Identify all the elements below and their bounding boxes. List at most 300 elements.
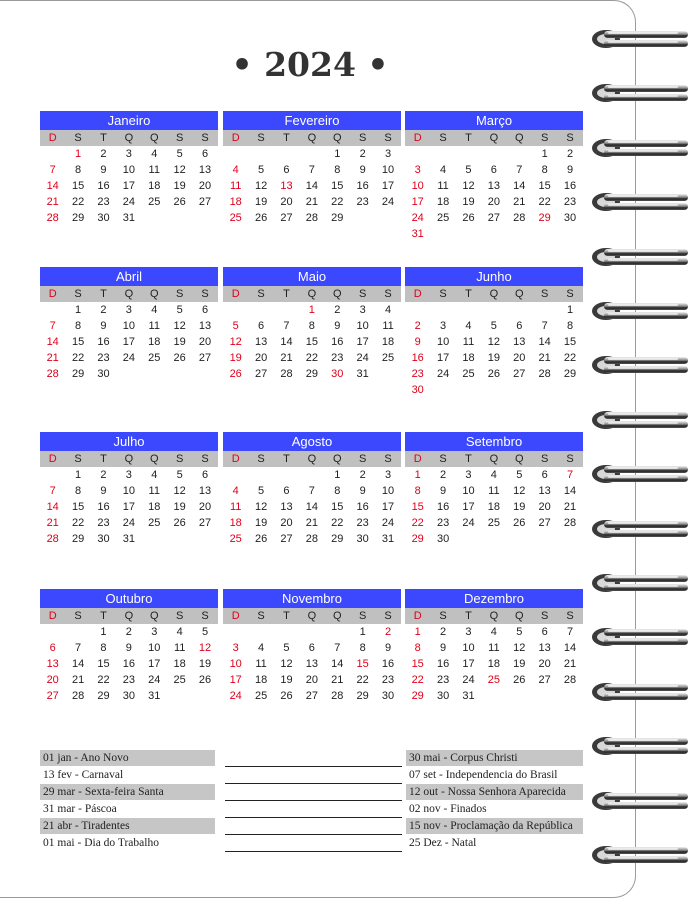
day-cell: 5 — [516, 626, 523, 638]
week-row — [405, 350, 583, 366]
week-row — [405, 178, 583, 194]
week-row — [40, 162, 218, 178]
week-row — [223, 624, 401, 640]
day-cell: 14 — [71, 658, 85, 670]
day-cell: 19 — [462, 196, 475, 208]
day-cell: 8 — [359, 642, 366, 654]
week-row — [223, 531, 401, 547]
holiday-item: 21 abr - Tiradentes — [40, 818, 215, 834]
weekday-label: T — [100, 132, 107, 144]
day-cell: 17 — [462, 501, 475, 513]
weekday-label: S — [257, 453, 265, 465]
day-cell: 1 — [566, 304, 574, 316]
day-cell: 9 — [384, 642, 392, 654]
day-cell: 9 — [100, 164, 107, 176]
day-cell: 20 — [198, 336, 212, 348]
day-cell — [405, 146, 430, 162]
day-cell: 8 — [75, 164, 82, 176]
day-cell: 19 — [280, 674, 293, 686]
day-cell: 16 — [436, 501, 450, 513]
note-line — [225, 784, 402, 801]
day-cell: 30 — [563, 212, 577, 224]
day-cell: 17 — [436, 352, 450, 364]
day-cell: 15 — [411, 658, 424, 670]
day-cell: 8 — [100, 642, 107, 654]
day-cell: 30 — [331, 368, 344, 380]
day-cell: 19 — [513, 501, 526, 513]
day-cell: 12 — [513, 642, 526, 654]
day-cell: 31 — [381, 533, 395, 545]
spiral-ring-icon — [586, 80, 690, 106]
weekday-label: Q — [489, 132, 499, 144]
weekday-label: D — [231, 132, 240, 144]
day-cell: 26 — [462, 212, 475, 224]
day-cell: 15 — [71, 180, 85, 192]
day-cell: 12 — [173, 164, 186, 176]
spiral-ring-icon — [586, 842, 690, 868]
weekday-label: S — [175, 453, 184, 465]
day-cell: 12 — [254, 180, 268, 192]
day-cell — [142, 210, 167, 226]
day-cell: 20 — [198, 180, 212, 192]
weekday-label: S — [257, 132, 265, 144]
day-cell: 19 — [229, 352, 242, 364]
day-cell: 7 — [541, 320, 548, 332]
day-cell: 10 — [381, 164, 395, 176]
day-cell: 20 — [513, 352, 526, 364]
day-cell: 11 — [229, 501, 242, 513]
day-cell: 16 — [563, 180, 577, 192]
day-cell: 9 — [440, 485, 447, 497]
day-cell — [192, 210, 217, 226]
day-cell — [299, 467, 324, 483]
day-cell: 28 — [46, 368, 59, 380]
day-cell: 3 — [151, 626, 158, 638]
day-cell — [223, 624, 248, 640]
day-cell: 6 — [49, 642, 56, 654]
day-cell: 3 — [384, 148, 392, 160]
day-cell — [142, 531, 167, 547]
day-cell: 3 — [440, 320, 447, 332]
week-row — [405, 366, 583, 382]
day-cell — [507, 146, 532, 162]
month-name: Julho — [40, 432, 218, 451]
day-cell: 15 — [538, 180, 551, 192]
week-row — [40, 499, 218, 515]
day-cell: 23 — [436, 517, 450, 529]
day-cell: 12 — [173, 485, 186, 497]
weekday-header-row — [223, 130, 401, 146]
day-cell: 4 — [258, 642, 265, 654]
week-row — [405, 194, 583, 210]
day-cell — [481, 146, 506, 162]
day-cell: 28 — [538, 368, 551, 380]
day-cell: 12 — [254, 501, 268, 513]
day-cell: 9 — [359, 485, 366, 497]
day-cell: 24 — [381, 196, 395, 208]
day-cell: 22 — [305, 352, 318, 364]
week-row — [223, 146, 401, 162]
day-cell: 15 — [71, 501, 85, 513]
weekday-label: S — [201, 453, 209, 465]
weekday-label: S — [566, 453, 574, 465]
day-cell — [532, 226, 557, 242]
weekday-header-row — [405, 608, 583, 624]
day-cell: 14 — [46, 501, 59, 513]
day-cell: 25 — [148, 517, 161, 529]
day-cell: 25 — [381, 352, 395, 364]
day-cell: 3 — [465, 626, 472, 638]
day-cell — [532, 382, 557, 398]
weekday-label: Q — [489, 610, 499, 622]
day-cell: 14 — [563, 642, 577, 654]
day-cell: 8 — [75, 320, 82, 332]
day-cell — [223, 302, 248, 318]
day-cell: 17 — [229, 674, 242, 686]
day-cell: 16 — [381, 658, 395, 670]
weekday-label: T — [465, 453, 472, 465]
day-cell: 29 — [71, 368, 85, 380]
day-cell — [481, 302, 506, 318]
day-cell: 31 — [122, 212, 135, 224]
day-cell: 12 — [487, 336, 500, 348]
day-cell: 19 — [487, 352, 500, 364]
day-cell — [274, 624, 299, 640]
day-cell: 27 — [538, 517, 551, 529]
day-cell: 1 — [414, 469, 421, 481]
weekday-label: Q — [149, 610, 159, 622]
note-line — [225, 835, 402, 852]
day-cell: 1 — [359, 626, 366, 638]
day-cell — [481, 382, 506, 398]
day-cell: 4 — [176, 626, 183, 638]
day-cell: 28 — [305, 533, 318, 545]
day-cell: 18 — [487, 658, 500, 670]
day-cell: 18 — [436, 196, 450, 208]
day-cell: 12 — [229, 336, 242, 348]
day-cell: 21 — [513, 196, 526, 208]
holiday-item: 02 nov - Finados — [409, 803, 487, 815]
day-cell: 12 — [513, 485, 526, 497]
day-cell: 16 — [97, 180, 110, 192]
day-cell: 7 — [516, 164, 523, 176]
week-row — [405, 226, 583, 242]
day-cell: 10 — [148, 642, 161, 654]
day-cell: 23 — [563, 196, 577, 208]
note-lines — [225, 750, 402, 852]
day-cell: 26 — [513, 517, 526, 529]
month-name: Dezembro — [405, 589, 583, 608]
month-11 — [405, 589, 583, 704]
weekday-label: T — [283, 132, 290, 144]
holiday-item: 30 mai - Corpus Christi — [406, 750, 583, 766]
day-cell: 6 — [283, 485, 290, 497]
weekday-label: S — [74, 132, 82, 144]
day-cell — [167, 210, 192, 226]
month-2 — [405, 111, 583, 242]
weekday-header-row — [40, 130, 218, 146]
day-cell: 29 — [356, 690, 369, 702]
day-cell: 26 — [173, 352, 186, 364]
weekday-label: Q — [307, 288, 317, 300]
holiday-item: 12 out - Nossa Senhora Aparecida — [406, 784, 583, 800]
month-1 — [223, 111, 401, 226]
weekday-label: Q — [307, 132, 317, 144]
day-cell: 8 — [414, 485, 421, 497]
weekday-label: T — [100, 610, 107, 622]
month-name: Abril — [40, 267, 218, 286]
weekday-label: D — [413, 453, 422, 465]
day-cell: 16 — [122, 658, 135, 670]
day-cell: 2 — [440, 626, 447, 638]
day-cell: 21 — [46, 196, 59, 208]
day-cell — [299, 624, 324, 640]
note-line — [225, 801, 402, 818]
day-cell: 23 — [381, 674, 395, 686]
day-cell: 20 — [538, 658, 551, 670]
day-cell: 5 — [465, 164, 472, 176]
weekday-label: S — [257, 288, 265, 300]
note-line — [225, 767, 402, 784]
day-cell: 2 — [414, 320, 421, 332]
weekday-label: S — [74, 288, 82, 300]
day-cell — [557, 226, 582, 242]
day-cell — [223, 146, 248, 162]
week-row — [40, 688, 218, 704]
day-cell: 14 — [331, 658, 344, 670]
day-cell: 15 — [356, 658, 369, 670]
day-cell: 16 — [97, 501, 110, 513]
spiral-ring-icon — [586, 679, 690, 705]
day-cell — [116, 366, 141, 382]
day-cell: 6 — [201, 148, 209, 160]
day-cell: 23 — [97, 352, 110, 364]
day-cell: 27 — [513, 368, 526, 380]
day-cell: 14 — [538, 336, 551, 348]
day-cell: 11 — [488, 485, 500, 497]
day-cell: 22 — [411, 517, 424, 529]
spiral-ring-icon — [586, 624, 690, 650]
day-cell — [192, 531, 217, 547]
day-cell: 13 — [538, 485, 551, 497]
day-cell: 29 — [305, 368, 318, 380]
day-cell: 4 — [151, 304, 158, 316]
day-cell: 16 — [97, 336, 110, 348]
day-cell: 31 — [462, 690, 475, 702]
spiral-ring-icon — [586, 733, 690, 759]
spiral-ring-icon — [586, 788, 690, 814]
day-cell: 3 — [125, 304, 132, 316]
weekday-label: S — [540, 610, 549, 622]
day-cell: 11 — [488, 642, 500, 654]
day-cell: 15 — [563, 336, 577, 348]
day-cell — [192, 366, 217, 382]
day-cell: 28 — [513, 212, 526, 224]
day-cell: 29 — [71, 212, 85, 224]
weekday-label: S — [439, 610, 447, 622]
day-cell: 9 — [125, 642, 132, 654]
week-row — [223, 515, 401, 531]
day-cell: 14 — [563, 485, 577, 497]
weekday-label: S — [175, 132, 184, 144]
weekday-label: S — [384, 610, 392, 622]
day-cell: 31 — [122, 533, 135, 545]
week-row — [405, 302, 583, 318]
day-cell: 26 — [254, 533, 268, 545]
day-cell: 26 — [280, 690, 293, 702]
day-cell: 1 — [75, 304, 82, 316]
day-cell: 15 — [97, 658, 110, 670]
day-cell: 1 — [334, 148, 341, 160]
day-cell — [248, 467, 273, 483]
day-cell: 23 — [436, 674, 450, 686]
weekday-label: S — [384, 288, 392, 300]
week-row — [40, 178, 218, 194]
week-row — [405, 334, 583, 350]
day-cell: 24 — [381, 517, 395, 529]
day-cell: 11 — [437, 180, 449, 192]
day-cell: 2 — [334, 304, 341, 316]
weekday-label: S — [439, 453, 447, 465]
weekday-label: Q — [149, 132, 159, 144]
day-cell: 16 — [356, 180, 369, 192]
day-cell: 4 — [490, 469, 497, 481]
weekday-label: S — [201, 132, 209, 144]
week-row — [223, 210, 401, 226]
day-cell: 7 — [49, 164, 56, 176]
weekday-label: D — [48, 132, 57, 144]
day-cell: 4 — [232, 485, 239, 497]
day-cell: 12 — [280, 658, 293, 670]
day-cell: 20 — [198, 501, 212, 513]
day-cell: 24 — [122, 196, 135, 208]
day-cell: 29 — [97, 690, 110, 702]
day-cell: 13 — [46, 658, 59, 670]
day-cell: 11 — [148, 320, 160, 332]
day-cell: 2 — [125, 626, 132, 638]
month-name: Novembro — [223, 589, 401, 608]
day-cell — [40, 302, 65, 318]
day-cell: 21 — [563, 501, 577, 513]
day-cell: 7 — [75, 642, 82, 654]
spiral-ring-icon — [586, 407, 690, 433]
day-cell: 1 — [75, 469, 82, 481]
day-cell — [481, 531, 506, 547]
week-row — [405, 162, 583, 178]
day-cell — [192, 688, 217, 704]
day-cell: 21 — [46, 352, 59, 364]
day-cell — [456, 226, 481, 242]
weekday-header-row — [405, 286, 583, 302]
week-row — [405, 483, 583, 499]
day-cell — [167, 688, 192, 704]
day-cell — [456, 302, 481, 318]
day-cell: 27 — [538, 674, 551, 686]
day-cell: 7 — [334, 642, 341, 654]
day-cell: 21 — [280, 352, 293, 364]
holiday-item: 15 nov - Proclamação da República — [406, 818, 583, 834]
day-cell: 24 — [462, 517, 475, 529]
day-cell — [430, 382, 455, 398]
weekday-label: S — [439, 132, 447, 144]
day-cell: 10 — [411, 180, 424, 192]
day-cell: 3 — [414, 164, 421, 176]
day-cell: 25 — [254, 690, 268, 702]
day-cell: 10 — [122, 320, 135, 332]
day-cell: 8 — [75, 485, 82, 497]
note-line — [225, 818, 402, 835]
day-cell: 18 — [229, 517, 242, 529]
weekday-label: Q — [514, 132, 524, 144]
day-cell: 30 — [97, 368, 110, 380]
day-cell: 24 — [122, 352, 135, 364]
day-cell: 14 — [46, 180, 59, 192]
day-cell: 14 — [280, 336, 293, 348]
day-cell: 28 — [563, 517, 577, 529]
day-cell: 13 — [254, 336, 268, 348]
day-cell — [456, 146, 481, 162]
weekday-label: T — [100, 288, 107, 300]
weekday-header-row — [223, 451, 401, 467]
day-cell: 6 — [308, 642, 315, 654]
day-cell: 17 — [148, 658, 161, 670]
day-cell — [40, 624, 65, 640]
day-cell: 22 — [71, 352, 85, 364]
day-cell: 2 — [384, 626, 392, 638]
day-cell: 26 — [254, 212, 268, 224]
day-cell: 25 — [173, 674, 186, 686]
day-cell: 5 — [232, 320, 239, 332]
week-row — [40, 210, 218, 226]
day-cell: 17 — [411, 196, 424, 208]
day-cell: 16 — [331, 336, 344, 348]
weekday-label: S — [201, 288, 209, 300]
day-cell: 10 — [356, 320, 369, 332]
holiday-item: 31 mar - Páscoa — [43, 803, 117, 815]
week-row — [40, 640, 218, 656]
day-cell: 28 — [71, 690, 85, 702]
month-name: Março — [405, 111, 583, 130]
day-cell: 20 — [538, 501, 551, 513]
day-cell — [248, 302, 273, 318]
day-cell: 3 — [125, 148, 132, 160]
week-row — [40, 467, 218, 483]
day-cell: 1 — [541, 148, 548, 160]
weekday-label: S — [201, 610, 209, 622]
spiral-ring-icon — [586, 570, 690, 596]
holiday-item: 07 set - Independencia do Brasil — [409, 769, 558, 781]
weekday-header-row — [223, 608, 401, 624]
day-cell: 21 — [305, 196, 318, 208]
day-cell: 17 — [356, 336, 369, 348]
day-cell: 29 — [411, 533, 424, 545]
day-cell: 25 — [487, 517, 500, 529]
day-cell: 4 — [384, 304, 392, 316]
day-cell: 30 — [122, 690, 135, 702]
week-row — [405, 382, 583, 398]
week-row — [40, 318, 218, 334]
weekday-label: Q — [514, 610, 524, 622]
month-9 — [40, 589, 218, 704]
day-cell: 5 — [283, 642, 290, 654]
weekday-label: Q — [514, 288, 524, 300]
day-cell: 27 — [305, 690, 318, 702]
day-cell: 29 — [563, 368, 577, 380]
day-cell: 3 — [465, 469, 472, 481]
day-cell: 18 — [148, 180, 161, 192]
day-cell: 30 — [436, 690, 450, 702]
day-cell: 24 — [356, 352, 369, 364]
